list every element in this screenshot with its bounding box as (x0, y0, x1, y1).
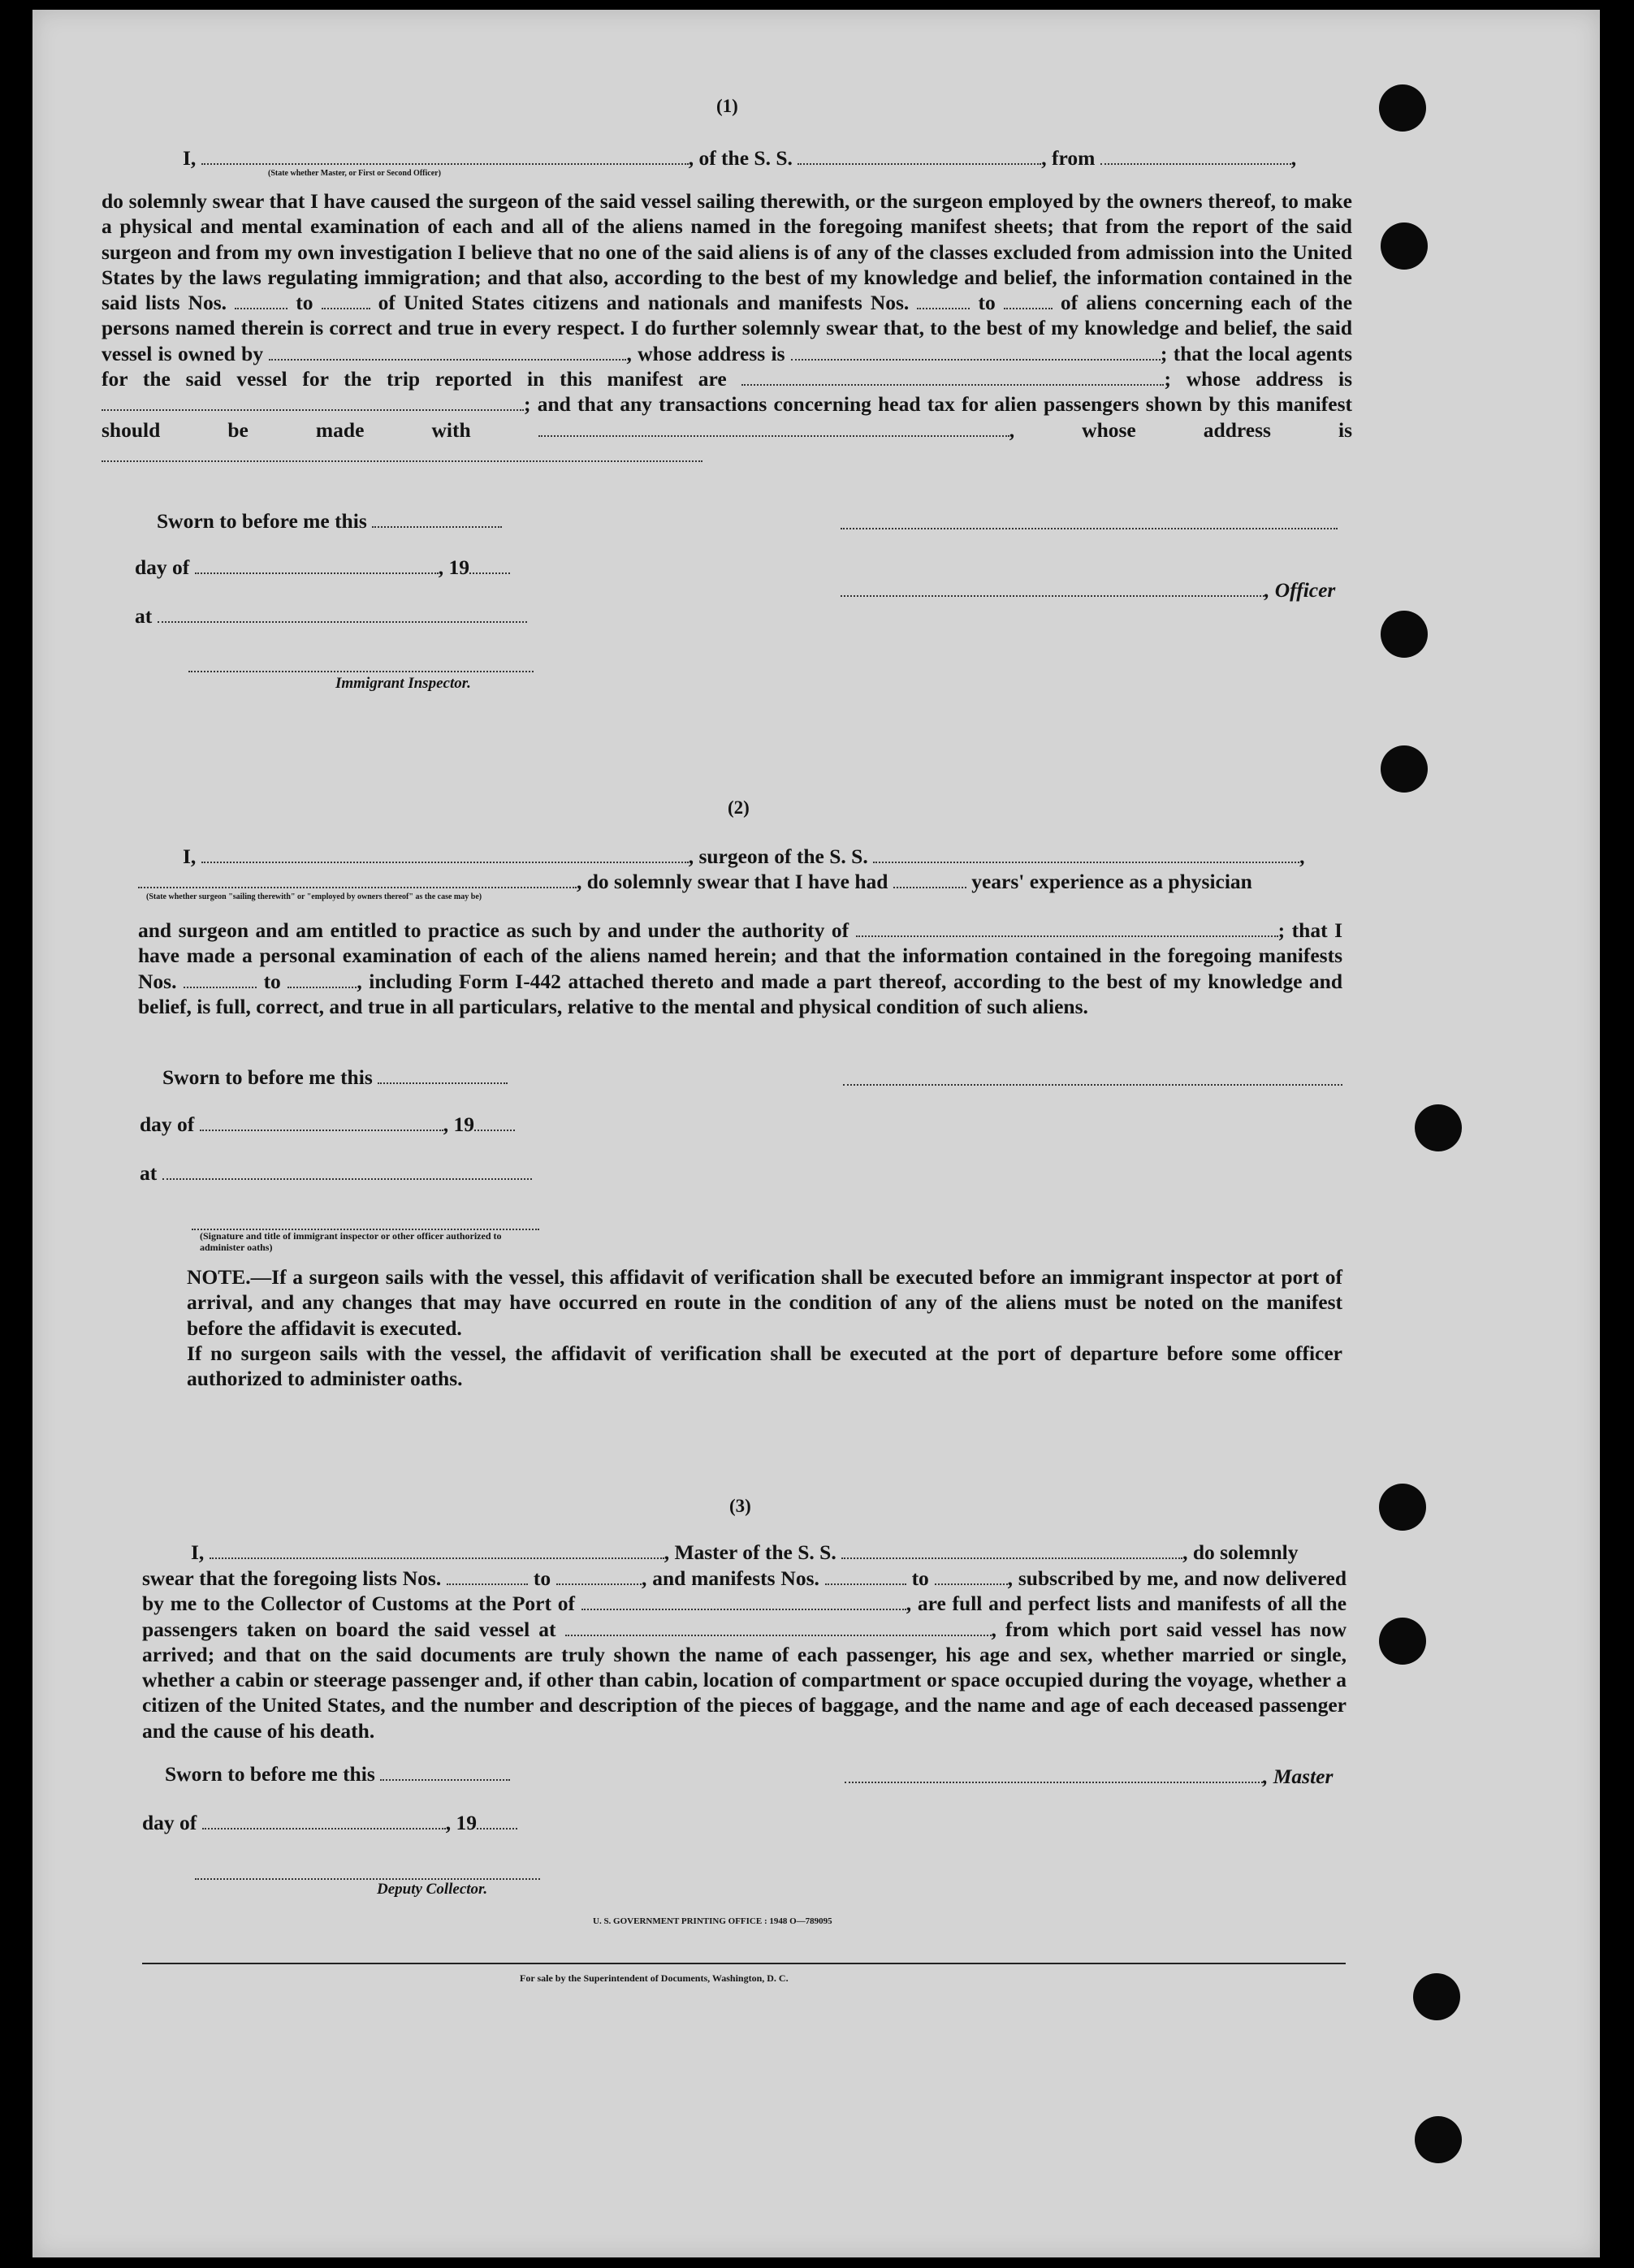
day-line (135, 555, 510, 580)
punctuation: , (1290, 146, 1297, 170)
oath-line (183, 146, 1296, 171)
day-label: day of (135, 555, 190, 579)
punch-hole (1415, 2116, 1462, 2163)
authority-field[interactable] (856, 919, 1278, 937)
master-label: , Master (1263, 1765, 1334, 1788)
oath-label: I, (183, 845, 197, 868)
note-text: —If a surgeon sails with the vessel, this affidavit of verification shall be executed before an immigrant inspector at port of arrival, and any changes that may have occurred en route in the condition of any of the aliens must be noted on the manifest before the affidavit is executed. (187, 1265, 1342, 1340)
name-field[interactable] (201, 147, 689, 165)
master-signature-line[interactable] (845, 1765, 1263, 1783)
officer-signature-line[interactable] (841, 512, 1338, 529)
manifests-to-field[interactable] (1004, 292, 1053, 309)
inspector-signature-line[interactable] (188, 654, 534, 672)
master-name-field[interactable] (210, 1541, 664, 1559)
punch-hole (1413, 1973, 1460, 2020)
surgeon-line (183, 845, 1304, 869)
from-field[interactable] (1100, 147, 1291, 165)
at-line (140, 1161, 532, 1186)
paragraph-text: of aliens concerning each of the persons named therein is correct and true in every respect. I do further solemnly swear that, to the best of my knowledge and belief, the said vessel is owned by (102, 291, 1353, 365)
officer-line (841, 578, 1335, 603)
paragraph-text: , including Form I-442 attached thereto and made a part thereof, according to the best of my knowledge and belief, is full, correct, and true in all particulars, relative to the mental and physical condition of such aliens. (138, 969, 1343, 1018)
surgeon-paragraph (138, 918, 1342, 1019)
sworn-day-field[interactable] (378, 1066, 508, 1084)
vessel-field[interactable] (841, 1541, 1182, 1559)
year-label: , 19 (438, 555, 469, 579)
section-number: (2) (728, 797, 750, 818)
sworn-day-field[interactable] (372, 510, 502, 528)
paragraph-text: , are full and perfect lists and manifests of all the passengers taken on board the said vessel at (142, 1592, 1347, 1641)
headtax-address-field[interactable] (102, 444, 702, 462)
punctuation: , (1299, 845, 1305, 868)
paragraph-text: and surgeon and am entitled to practice as such by and under the authority of (138, 918, 849, 942)
at-label: at (135, 604, 153, 628)
to-label: to (296, 291, 313, 315)
surgeon-line-2 (138, 870, 1252, 894)
manifests-to-field[interactable] (287, 970, 357, 988)
day-field[interactable] (195, 556, 439, 574)
manifests-from-field[interactable] (184, 970, 257, 988)
collector-caption: Deputy Collector. (377, 1881, 488, 1898)
agents-field[interactable] (741, 368, 1164, 386)
surgeon-name-field[interactable] (201, 845, 689, 863)
oath-label: , surgeon of the S. S. (688, 845, 868, 868)
to-label: to (911, 1566, 929, 1590)
label: ; whose address is (1164, 367, 1352, 391)
day-field[interactable] (200, 1113, 443, 1131)
oath-label: years' experience as a physician (971, 870, 1252, 893)
note-label: NOTE. (187, 1265, 251, 1289)
manifests-from-field[interactable] (825, 1567, 906, 1585)
officer-label: , Officer (1264, 578, 1336, 602)
label: , whose address is (1009, 417, 1353, 442)
sworn-label: Sworn to before me this (165, 1762, 375, 1786)
punch-hole (1381, 745, 1428, 793)
paragraph-text: do solemnly swear that I have caused the surgeon of the said vessel sailing therewith, or the surgeon employed by the owners thereof, to make a physical and mental examination of each and all of the aliens named in the foregoing manifest sheets; that from the report of the said surgeon and from my own investigation I believe that no one of the said aliens is of any of the classes excluded from admission into the United States by the laws regulating immigration; and that also, according to the best of my knowledge and belief, the information contained in the said lists Nos. (102, 189, 1352, 315)
owner-address-field[interactable] (791, 343, 1161, 361)
oath-label: I, (191, 1540, 205, 1564)
year-field[interactable] (469, 556, 510, 574)
at-field[interactable] (162, 1162, 532, 1180)
headtax-field[interactable] (538, 419, 1009, 437)
punch-hole (1381, 611, 1428, 658)
year-field[interactable] (477, 1812, 517, 1830)
master-signature-row (845, 1765, 1333, 1789)
sworn-label: Sworn to before me this (157, 509, 367, 533)
at-field[interactable] (158, 605, 527, 623)
at-line (135, 604, 527, 629)
field-note: (State whether Master, or First or Second Officer) (268, 169, 441, 178)
oath-label: , do solemnly swear that I have had (577, 870, 888, 893)
printing-office-line: U. S. GOVERNMENT PRINTING OFFICE : 1948 O—789095 (593, 1916, 832, 1926)
punch-hole (1379, 1484, 1426, 1531)
master-line (191, 1540, 1298, 1565)
label: , whose address is (626, 341, 785, 365)
section-number: (1) (716, 96, 738, 116)
oath-label: , from (1041, 146, 1096, 170)
year-label: , 19 (445, 1811, 477, 1834)
sale-line: For sale by the Superintendent of Documents, Washington, D. C. (520, 1972, 789, 1984)
master-paragraph (142, 1566, 1347, 1743)
punch-hole (1381, 222, 1428, 270)
years-field[interactable] (893, 870, 966, 888)
collector-signature-line[interactable] (195, 1862, 540, 1880)
section-number: (3) (729, 1496, 751, 1516)
sworn-day-field[interactable] (380, 1763, 510, 1781)
label: ; and that any transactions concerning head tax for alien passengers shown by this manifest should be made with (102, 392, 1352, 442)
surgeon-status-field[interactable] (138, 870, 577, 888)
manifests-to-field[interactable] (935, 1567, 1008, 1585)
note-text: If no surgeon sails with the vessel, the affidavit of verification shall be executed at the port of departure before some officer authorized to administer oaths. (187, 1341, 1342, 1391)
oath-label: , of the S. S. (688, 146, 793, 170)
at-label: at (140, 1161, 158, 1185)
oath-label: I, (183, 146, 197, 170)
boarding-port-field[interactable] (565, 1618, 992, 1636)
field-note: (State whether surgeon "sailing therewith" or "employed by owners thereof" as the case may be) (146, 892, 482, 901)
paragraph-text: , subscribed by me, and now delivered by me to the Collector of Customs at the Port of (142, 1566, 1347, 1616)
oath-label: , Master of the S. S. (664, 1540, 836, 1564)
paragraph-text: , and manifests Nos. (642, 1566, 819, 1590)
lists-from-field[interactable] (447, 1567, 528, 1585)
sworn-line (162, 1065, 508, 1090)
agents-address-field[interactable] (102, 393, 524, 411)
to-label: to (263, 969, 281, 993)
footer-rule (142, 1963, 1346, 1964)
to-label: to (533, 1566, 551, 1590)
lists-to-field[interactable] (556, 1567, 642, 1585)
day-label: day of (140, 1112, 195, 1136)
oath-paragraph (102, 188, 1352, 468)
manifests-from-field[interactable] (917, 292, 970, 309)
note-paragraph (138, 1264, 1342, 1391)
punch-hole (1415, 1104, 1462, 1151)
paragraph-text: of United States citizens and nationals and manifests Nos. (378, 291, 910, 315)
inspector-signature-line[interactable] (192, 1212, 539, 1230)
owner-field[interactable] (269, 343, 626, 361)
surgeon-signature-line[interactable] (843, 1068, 1342, 1086)
vessel-field[interactable] (798, 147, 1041, 165)
sworn-label: Sworn to before me this (162, 1065, 373, 1089)
label: ; that the local agents for the said vessel for the trip reported in this manifest are (102, 341, 1353, 391)
officer-field[interactable] (841, 579, 1264, 597)
paragraph-text: ; that I have made a personal examination of each of the aliens named herein; and that the information contained in the foregoing manifests Nos. (138, 918, 1342, 993)
year-field[interactable] (474, 1113, 515, 1131)
day-label: day of (142, 1811, 197, 1834)
paragraph-text: swear that the foregoing lists Nos. (142, 1566, 442, 1590)
day-line (140, 1112, 515, 1137)
year-label: , 19 (443, 1112, 474, 1136)
to-label: to (978, 291, 996, 315)
day-line (142, 1811, 517, 1835)
paragraph-text: , from which port said vessel has now arrived; and that on the said documents are truly shown the name of each passenger, his age and sex, whether married or single, whether a cabin or steerage passenger and, if other than cabin, location of compartment or space occupied during the voyage, whether a citizen of the United States, and the number and description of the pieces of baggage, and the name and age of each deceased passenger and the cause of his death. (142, 1617, 1347, 1743)
day-field[interactable] (202, 1812, 446, 1830)
port-field[interactable] (581, 1592, 906, 1610)
sworn-line (165, 1762, 510, 1786)
oath-label: , do solemnly (1182, 1540, 1299, 1564)
sworn-line (157, 509, 502, 534)
signature-note: (Signature and title of immigrant inspector or other officer authorized to administer oaths) (200, 1230, 502, 1253)
lists-from-field[interactable] (235, 292, 287, 309)
lists-to-field[interactable] (322, 292, 370, 309)
punch-hole (1379, 1618, 1426, 1665)
inspector-caption: Immigrant Inspector. (335, 675, 471, 692)
punch-hole (1379, 84, 1426, 132)
vessel-field[interactable] (873, 845, 1299, 863)
